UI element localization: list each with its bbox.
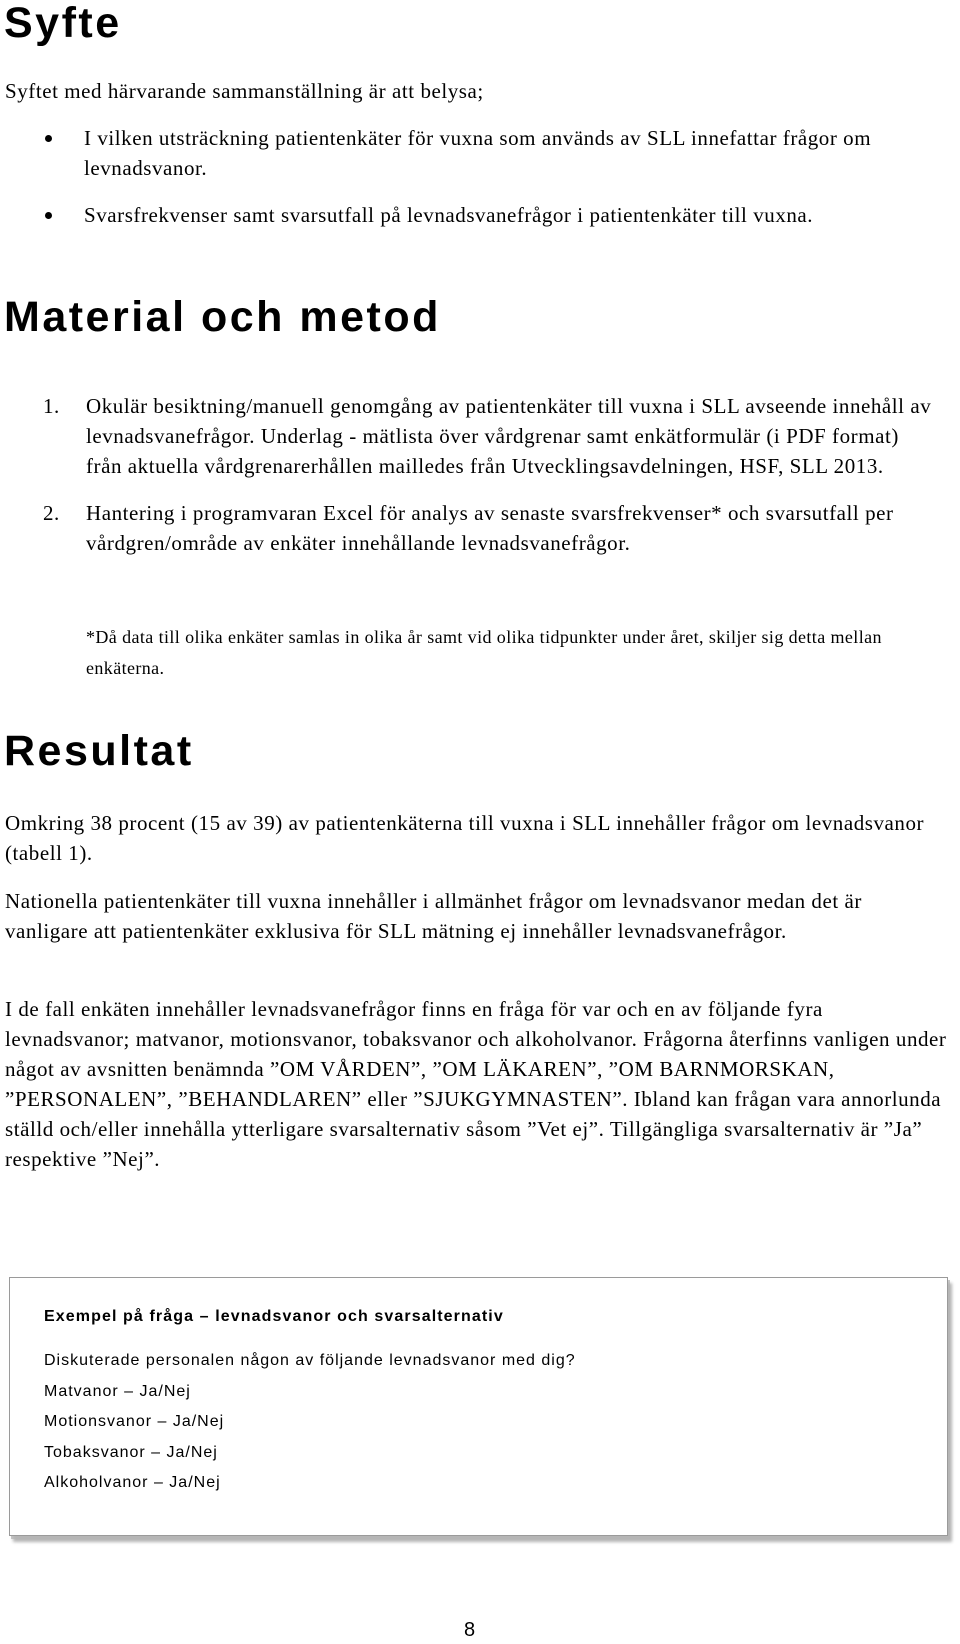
list-item (0, 200, 940, 230)
syfte-bullet-list (0, 123, 940, 247)
list-number: 2. (43, 501, 60, 525)
list-item-text: Hantering i programvaran Excel för analys av senaste svarsfrekvenser* och svarsutfall per vårdgren/område av enkäter innehållande levnadsvanefrågor. (86, 501, 894, 555)
resultat-paragraph-2: Nationella patientenkäter till vuxna innehåller i allmänhet frågor om levnadsvanor medan det är vanligare att patientenkäter exklusiva för SLL mätning ej innehåller levnadsvanefrågor. (5, 889, 862, 943)
example-option-tobaksvanor: Tobaksvanor – Ja/Nej (44, 1444, 218, 1461)
example-option-alkoholvanor: Alkoholvanor – Ja/Nej (44, 1474, 221, 1491)
list-item (0, 391, 940, 481)
bullet-text: I vilken utsträckning patientenkäter för vuxna som används av SLL innefattar frågor om levnadsvanor. (84, 126, 872, 180)
page-number: 8 (464, 1619, 476, 1641)
list-item-text: Okulär besiktning/manuell genomgång av patientenkäter till vuxna i SLL avseende innehåll av levnadsvanefrågor. Underlag - mätlista över vårdgrenar samt enkätformulär (i PDF format) från aktuella vårdgrenarerhållen mailledes från Utvecklingsavdelningen, HSF, SLL 2013. (86, 394, 932, 478)
resultat-paragraph-3: I de fall enkäten innehåller levnadsvanefrågor finns en fråga för var och en av följande fyra levnadsvanor; matvanor, motionsvanor, tobaksvanor och alkoholvanor. Frågorna återfinns vanligen under något av avsnitten benämnda ”OM VÅRDEN”, ”OM LÄKAREN”, ”OM BARNMORSKAN, ”PERSONALEN”, ”BEHANDLAREN” eller ”SJUKGYMNASTEN”. Ibland kan frågan vara annorlunda ställd och/eller innehålla ytterligare svarsalternativ såsom ”Vet ej”. Tillgängliga svarsalternativ är ”Ja” respektive ”Nej”. (5, 997, 947, 1171)
heading-resultat: Resultat (4, 727, 194, 775)
heading-syfte: Syfte (4, 0, 122, 47)
list-item (0, 498, 940, 558)
bullet-text: Svarsfrekvenser samt svarsutfall på levnadsvanefrågor i patientenkäter till vuxna. (84, 203, 814, 227)
heading-material-och-metod: Material och metod (4, 293, 441, 341)
example-box-title: Exempel på fråga – levnadsvanor och svarsalternativ (44, 1308, 504, 1325)
method-footnote: *Då data till olika enkäter samlas in olika år samt vid olika tidpunkter under året, skiljer sig detta mellan enkäterna. (86, 627, 882, 678)
syfte-intro: Syftet med härvarande sammanställning är att belysa; (5, 79, 484, 103)
example-question: Diskuterade personalen någon av följande levnadsvanor med dig? (44, 1352, 576, 1369)
list-item (0, 123, 940, 183)
example-option-motionsvanor: Motionsvanor – Ja/Nej (44, 1413, 225, 1430)
list-number: 1. (43, 394, 60, 418)
resultat-paragraph-1: Omkring 38 procent (15 av 39) av patientenkäterna till vuxna i SLL innehåller frågor om levnadsvanor (tabell 1). (5, 811, 925, 865)
bullet-icon (45, 135, 52, 142)
example-question-box (9, 1277, 948, 1536)
method-numbered-list (0, 391, 940, 575)
example-option-matvanor: Matvanor – Ja/Nej (44, 1383, 191, 1400)
bullet-icon (45, 212, 52, 219)
